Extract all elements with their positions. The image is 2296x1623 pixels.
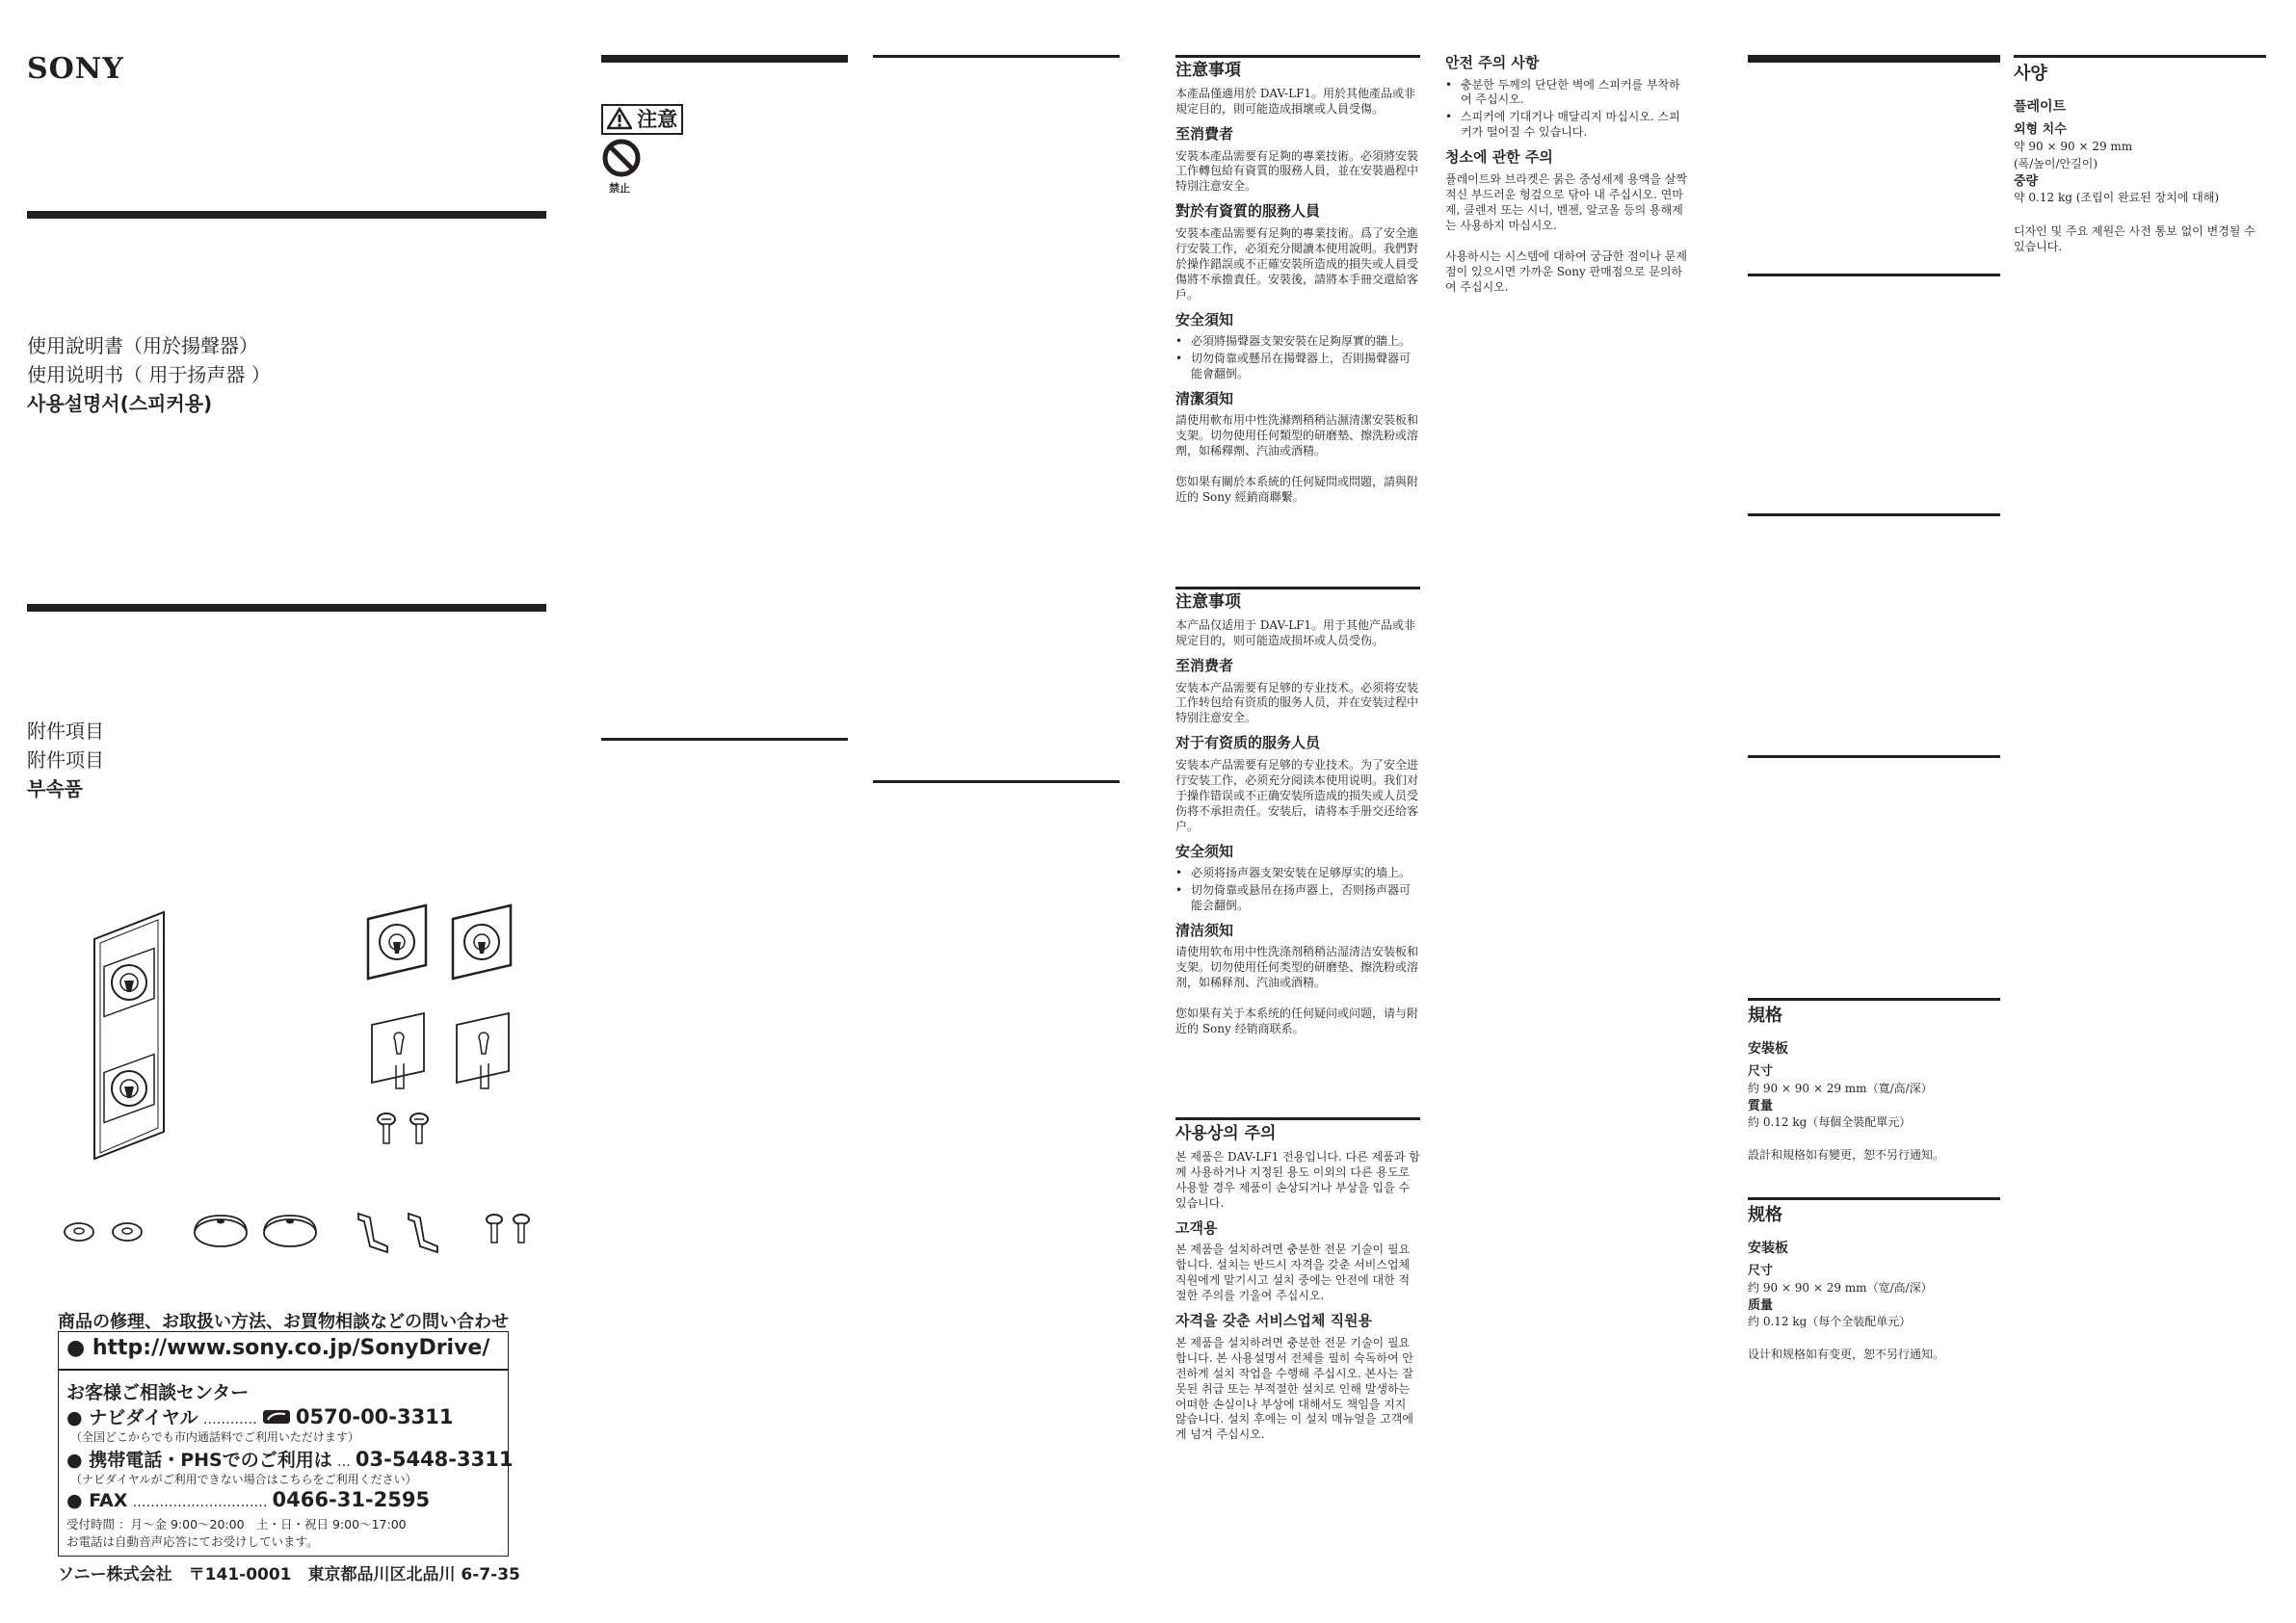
wall-bracket-icon xyxy=(453,1011,515,1092)
list-item: • 切勿倚靠或悬吊在扬声器上，否则扬声器可能会翻倒。 xyxy=(1175,883,1420,914)
sony-drive-url[interactable]: ● http://www.sony.co.jp/SonyDrive/ xyxy=(66,1336,490,1360)
trad-clean-heading: 清潔須知 xyxy=(1175,389,1234,407)
spec-trad-title: 規格 xyxy=(1748,1006,1782,1026)
col6-rule-4 xyxy=(1748,755,2000,758)
simp-contact-text: 您如果有关于本系统的任何疑问或问题，请与附近的 Sony 经销商联系。 xyxy=(1175,1007,1419,1036)
spec-trad-rule xyxy=(1748,998,2000,1001)
korean-service-heading: 자격을 갖춘 서비스업체 직원용 xyxy=(1175,1312,1373,1330)
hook-bracket-icon xyxy=(405,1210,443,1256)
list-item: • 스피커에 기대거나 매달리지 마십시오. 스피커가 떨어질 수 있습니다. xyxy=(1445,110,1690,141)
trad-service-text: 安裝本產品需要有足夠的專業技術。爲了安全進行安裝工作，必須充分閱讀本使用說明。我們對於操作錯誤或不正確安裝所造成的損失或人員受傷將不承擔責任。安裝後，請將本手冊交還給客戶。 xyxy=(1175,225,1419,301)
spec-simp-rule xyxy=(1748,1197,2000,1200)
washer-icon xyxy=(110,1219,145,1244)
simp-clean-heading: 清洁须知 xyxy=(1175,921,1234,939)
warning-triangle-icon xyxy=(607,107,632,130)
contact-heading: 商品の修理、お取扱い方法、お買物相談などの問い合わせ xyxy=(58,1312,509,1332)
spec-ko-dim-label: 외형 치수 xyxy=(2014,122,2067,137)
navi-dial-icon xyxy=(262,1408,291,1426)
hook-bracket-icon xyxy=(355,1210,393,1256)
fax-row: ● FAX ………………………… 0466-31-2595 xyxy=(66,1488,431,1511)
screw-icon xyxy=(376,1113,397,1147)
simp-title: 注意事项 xyxy=(1175,592,1241,612)
spec-trad-plate: 安裝板 xyxy=(1748,1041,1788,1057)
spec-trad-dim-label: 尺寸 xyxy=(1748,1064,1774,1079)
caution-badge: 注意 xyxy=(601,104,683,135)
navi-row: ● ナビダイヤル ………… 0570-00-3311 xyxy=(66,1405,454,1428)
korean-clean-heading: 청소에 관한 주의 xyxy=(1445,148,1553,167)
trad-safety-list xyxy=(1175,334,1420,382)
col6-rule-1 xyxy=(1748,55,2000,63)
cover-rule-top xyxy=(27,211,546,219)
korean-precautions-section xyxy=(1175,1123,1420,1451)
cover-rule-mid xyxy=(27,604,546,612)
spec-trad-mass-value: 約 0.12 kg（每個全裝配單元） xyxy=(1748,1115,1912,1130)
list-item: • 충분한 두께의 단단한 벽에 스피커를 부착하여 주십시오. xyxy=(1445,78,1690,109)
simp-safety-heading: 安全须知 xyxy=(1175,842,1234,860)
spec-simp-mass-value: 约 0.12 kg（每个全装配单元） xyxy=(1748,1315,1912,1329)
simp-clean-text: 请使用软布用中性洗涤剂稍稍沾湿清洁安装板和支架。切勿使用任何类型的研磨垫、擦洗粉或溶剂，如稀释剂、汽油或酒精。 xyxy=(1175,945,1419,990)
spec-ko-mass-label: 중량 xyxy=(2014,173,2039,189)
spec-ko-dim-note: (폭/높이/안길이) xyxy=(2014,156,2098,170)
col3-rule-bottom xyxy=(873,780,1120,783)
spec-ko-rule xyxy=(2014,55,2266,58)
auto-voice-note: お電話は自動音声応答にてお受けしています。 xyxy=(66,1534,319,1549)
spec-ko-section xyxy=(2014,60,2266,256)
prohibited-icon xyxy=(601,138,642,178)
korean-customer-text: 본 제품을 설치하려면 충분한 전문 기술이 필요합니다. 설치는 반드시 자격을 갖춘 서비스업체 직원에게 맡기시고 설치 중에는 안전에 대한 적절한 주의를 기울여 주십시오. xyxy=(1175,1243,1411,1303)
simp-service-heading: 对于有资质的服务人员 xyxy=(1175,734,1321,752)
trad-precautions-section xyxy=(1175,60,1420,513)
trad-rule xyxy=(1175,55,1420,58)
sony-logo: SONY xyxy=(27,52,124,86)
spec-trad-mass-label: 質量 xyxy=(1748,1098,1774,1113)
col3-rule-top xyxy=(873,55,1120,58)
trad-consumer-heading: 至消費者 xyxy=(1175,125,1234,143)
korean-safety-heading: 안전 주의 사항 xyxy=(1445,54,1540,71)
screw-icon xyxy=(484,1214,505,1246)
foot-pad-icon xyxy=(191,1210,251,1250)
trad-contact-text: 您如果有關於本系統的任何疑問或問題，請與附近的 Sony 經銷商聯繫。 xyxy=(1175,475,1419,505)
mounting-template-illustration xyxy=(87,910,183,1161)
accessory-title-korean: 부속품 xyxy=(27,777,83,800)
simp-consumer-text: 安装本产品需要有足够的专业技术。必须将安装工作转包给有资质的服务人员，并在安装过程中特别注意安全。 xyxy=(1175,680,1419,725)
manual-title-korean: 사용설명서(스피커용) xyxy=(27,392,213,415)
list-item: • 必须将扬声器支架安装在足够厚实的墙上。 xyxy=(1175,866,1420,881)
spec-simp-dim-label: 尺寸 xyxy=(1748,1264,1774,1278)
spec-simp-title: 规格 xyxy=(1748,1205,1782,1225)
spec-ko-dim-value: 약 90 × 90 × 29 mm xyxy=(2014,139,2133,153)
spec-simp-section xyxy=(1748,1201,2000,1365)
spec-trad-section xyxy=(1748,1002,2000,1165)
simp-service-text: 安装本产品需要有足够的专业技术。为了安全进行安装工作，必须充分阅读本使用说明。我们对于操作错误或不正确安装所造成的损失或人员受伤将不承担责任。安装后，请将本手册交还给客户。 xyxy=(1175,757,1419,833)
wall-bracket-icon xyxy=(368,1011,430,1092)
simp-consumer-heading: 至消费者 xyxy=(1175,657,1234,674)
simp-rule xyxy=(1175,587,1420,589)
spec-simp-plate: 安装板 xyxy=(1748,1241,1788,1256)
korean-intro: 본 제품은 DAV-LF1 전용입니다. 다른 제품과 함께 사용하거나 지정된 용도 이외의 다른 용도로 사용할 경우 제품이 손상되거나 부상을 입을 수 있습니다. xyxy=(1175,1150,1420,1210)
prohibited-label: 禁止 xyxy=(609,182,630,195)
manual-title-trad: 使用說明書（用於揚聲器） xyxy=(27,334,258,357)
screw-icon xyxy=(409,1113,430,1147)
spec-ko-mass-value: 약 0.12 kg (조립이 완료된 장치에 대해) xyxy=(2014,191,2220,205)
korean-title: 사용상의 주의 xyxy=(1175,1124,1277,1143)
col2-rule-top xyxy=(601,55,848,63)
company-address: ソニー株式会社 〒141-0001 東京都品川区北品川 6-7-35 xyxy=(58,1565,520,1584)
manual-title-simp: 使用说明书（ 用于扬声器 ） xyxy=(27,363,271,386)
mobile-note: （ナビダイヤルがご利用できない場合はこちらをご利用ください） xyxy=(70,1473,417,1486)
accessory-title-simp: 附件项目 xyxy=(27,748,104,772)
manual-title-block xyxy=(27,331,271,418)
accessory-title-trad: 附件項目 xyxy=(27,720,104,743)
reception-hours: 受付時間 ：月〜金 9:00〜20:00 土・日・祝日 9:00〜17:00 xyxy=(66,1517,407,1531)
list-item: • 必須將揚聲器支架安裝在足夠厚實的牆上。 xyxy=(1175,334,1420,350)
contact-box xyxy=(58,1331,514,1557)
navi-note: （全国どこからでも市内通話料でご利用いただけます） xyxy=(70,1430,359,1444)
spec-ko-title: 사양 xyxy=(2014,64,2047,84)
mobile-row: ● 携帯電話・PHSでのご利用は … 03-5448-3311 xyxy=(66,1448,514,1471)
foot-pad-icon xyxy=(260,1210,320,1250)
trad-intro: 本產品僅適用於 DAV-LF1。用於其他產品或非規定目的，則可能造成損壞或人員受傷。 xyxy=(1175,87,1416,117)
korean-customer-heading: 고객용 xyxy=(1175,1218,1218,1237)
screw-icon xyxy=(511,1214,532,1246)
spec-simp-note: 设计和规格如有变更，恕不另行通知。 xyxy=(1748,1348,1945,1362)
spec-trad-note: 設計和規格如有變更，恕不另行通知。 xyxy=(1748,1148,1945,1163)
spec-ko-plate: 플레이트 xyxy=(2014,99,2067,115)
spec-trad-dim-value: 約 90 × 90 × 29 mm（寬/高/深） xyxy=(1748,1081,1933,1095)
contact-divider xyxy=(59,1369,508,1371)
korean-contact-text: 사용하시는 시스템에 대하여 궁금한 점이나 문제점이 있으시면 가까운 Sony 판매점으로 문의하여 주십시오. xyxy=(1445,249,1687,294)
simp-safety-list xyxy=(1175,866,1420,914)
mounting-plate-icon xyxy=(449,903,516,982)
spec-simp-mass-label: 质量 xyxy=(1748,1297,1774,1313)
korean-rule xyxy=(1175,1117,1420,1120)
washer-icon xyxy=(62,1219,96,1244)
korean-clean-text: 플레이트와 브라켓은 묽은 중성세제 용액을 살짝 적신 부드러운 헝겊으로 닦아 내 주십시오. 연마제, 클렌저 또는 시너, 벤젠, 알코올 등의 용해제는 사용하지 마십시오. xyxy=(1445,171,1687,232)
trad-clean-text: 請使用軟布用中性洗滌劑稍稍沾濕清潔安裝板和支架。切勿使用任何類型的研磨墊、擦洗粉或溶劑，如稀釋劑、汽油或酒精。 xyxy=(1175,413,1419,458)
accessory-title-block xyxy=(27,717,104,803)
simp-precautions-section xyxy=(1175,591,1420,1045)
trad-safety-heading: 安全須知 xyxy=(1175,310,1234,328)
list-item: • 切勿倚靠或懸吊在揚聲器上，否則揚聲器可能會翻倒。 xyxy=(1175,352,1420,382)
col6-rule-3 xyxy=(1748,513,2000,516)
col6-rule-2 xyxy=(1748,274,2000,276)
korean-safety-list xyxy=(1445,78,1690,142)
col2-rule-bottom xyxy=(601,738,848,741)
mounting-plate-icon xyxy=(364,903,432,982)
spec-ko-note: 디자인 및 주요 제원은 사전 통보 없이 변경될 수 있습니다. xyxy=(2014,223,2256,253)
trad-consumer-text: 安裝本產品需要有足夠的專業技術。必須將安裝工作轉包給有資質的服務人員，並在安裝過程中特別注意安全。 xyxy=(1175,148,1419,194)
korean-continued-section xyxy=(1445,54,1690,302)
center-title: お客様ご相談センター xyxy=(66,1382,250,1403)
trad-service-heading: 對於有資質的服務人員 xyxy=(1175,202,1321,221)
trad-title: 注意事項 xyxy=(1175,61,1241,80)
korean-service-text: 본 제품을 설치하려면 충분한 전문 기술이 필요합니다. 본 사용설명서 전체를 필히 숙독하여 안전하게 설치 작업을 수행해 주십시오. 본사는 잘못된 취급 또는 부적절한 설치로 인해 발생하는 어떠한 손실이나 부상에 대해서도 책임을 지지 않습니다. 설치 후에는 이 설치 매뉴얼을 고객에게 넘겨 주십시오. xyxy=(1175,1335,1413,1442)
simp-intro: 本产品仅适用于 DAV-LF1。用于其他产品或非规定目的，则可能造成损坏或人员受伤。 xyxy=(1175,618,1416,648)
spec-simp-dim-value: 约 90 × 90 × 29 mm（宽/高/深） xyxy=(1748,1280,1933,1295)
